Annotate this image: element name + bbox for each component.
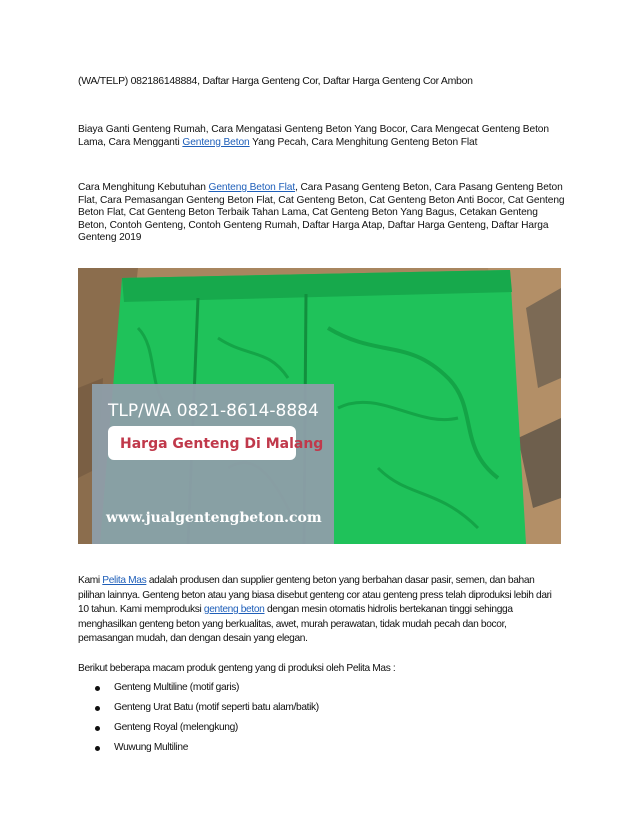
genteng-beton-link[interactable]: Genteng Beton [182, 136, 250, 148]
product-photo [78, 268, 561, 544]
banner-phone: TLP/WA 0821-8614-8884 [108, 401, 319, 421]
products-intro: Berikut beberapa macam produk genteng yang di produksi oleh Pelita Mas : [78, 663, 396, 674]
bullet-icon [95, 746, 100, 751]
header-line: (WA/TELP) 082186148884, Daftar Harga Genteng Cor, Daftar Harga Genteng Cor Ambon [78, 75, 473, 87]
keyword-paragraph-1 [78, 124, 568, 149]
bullet-icon [95, 686, 100, 691]
para2-text-after: , Cara Pasang Genteng Beton, Cara Pasang Genteng Beton Flat, Cara Pemasangan Genteng Beton Flat, Cat Genteng Beton, Cat Genteng Beton Anti Bocor, Cat Genteng Beton Flat, Cat Genteng Beton Terbaik Tahan Lama, Cat Genteng Beton Yang Bagus, Cetakan Genteng Beton, Contoh Genteng, Contoh Genteng Rumah, Daftar Harga Atap, Daftar Harga Genteng, Daftar Harga Genteng 2019 [78, 182, 565, 243]
product-list [78, 681, 319, 761]
para2-text-before: Cara Menghitung Kebutuhan [78, 182, 209, 193]
pelita-mas-link[interactable]: Pelita Mas [102, 575, 147, 586]
banner-url: www.jualgentengbeton.com [106, 510, 322, 526]
banner-title: Harga Genteng Di Malang [120, 436, 324, 452]
bullet-icon [95, 706, 100, 711]
para1-text-after: Yang Pecah, Cara Menghitung Genteng Beton Flat [249, 136, 478, 148]
bullet-icon [95, 726, 100, 731]
company-description [78, 574, 558, 647]
body-text-1: Kami [78, 575, 103, 586]
genteng-beton-link-2[interactable]: genteng beton [203, 604, 265, 615]
list-item [78, 681, 319, 701]
genteng-beton-flat-link[interactable]: Genteng Beton Flat [208, 182, 296, 193]
product-label: Genteng Multiline (motif garis) [114, 682, 240, 693]
list-item [78, 741, 319, 761]
list-item [78, 701, 319, 721]
product-label: Wuwung Multiline [114, 742, 189, 753]
body-text-2: adalah produsen dan supplier genteng beton yang berbahan dasar pasir, semen, dan bahan pilihan lainnya. Genteng beton atau yang biasa disebut genteng cor atau genteng press telah diproduksi lebih dari 10 tahun. Kami memproduksi [78, 575, 552, 615]
list-item [78, 721, 319, 741]
body-text-3: dengan mesin otomatis hidrolis bertekanan tinggi sehingga menghasilkan genteng beton yang berkualitas, awet, murah perawatan, tidak mudah pecah dan bocor, pemasangan mudah, dan dengan desain yang elegan. [78, 604, 513, 644]
keyword-paragraph-2 [78, 182, 568, 245]
product-label: Genteng Urat Batu (motif seperti batu alam/batik) [114, 702, 319, 713]
product-label: Genteng Royal (melengkung) [114, 722, 238, 733]
para1-text-before: Biaya Ganti Genteng Rumah, Cara Mengatasi Genteng Beton Yang Bocor, Cara Mengecat Genteng Beton Lama, Cara Mengganti [78, 124, 549, 148]
